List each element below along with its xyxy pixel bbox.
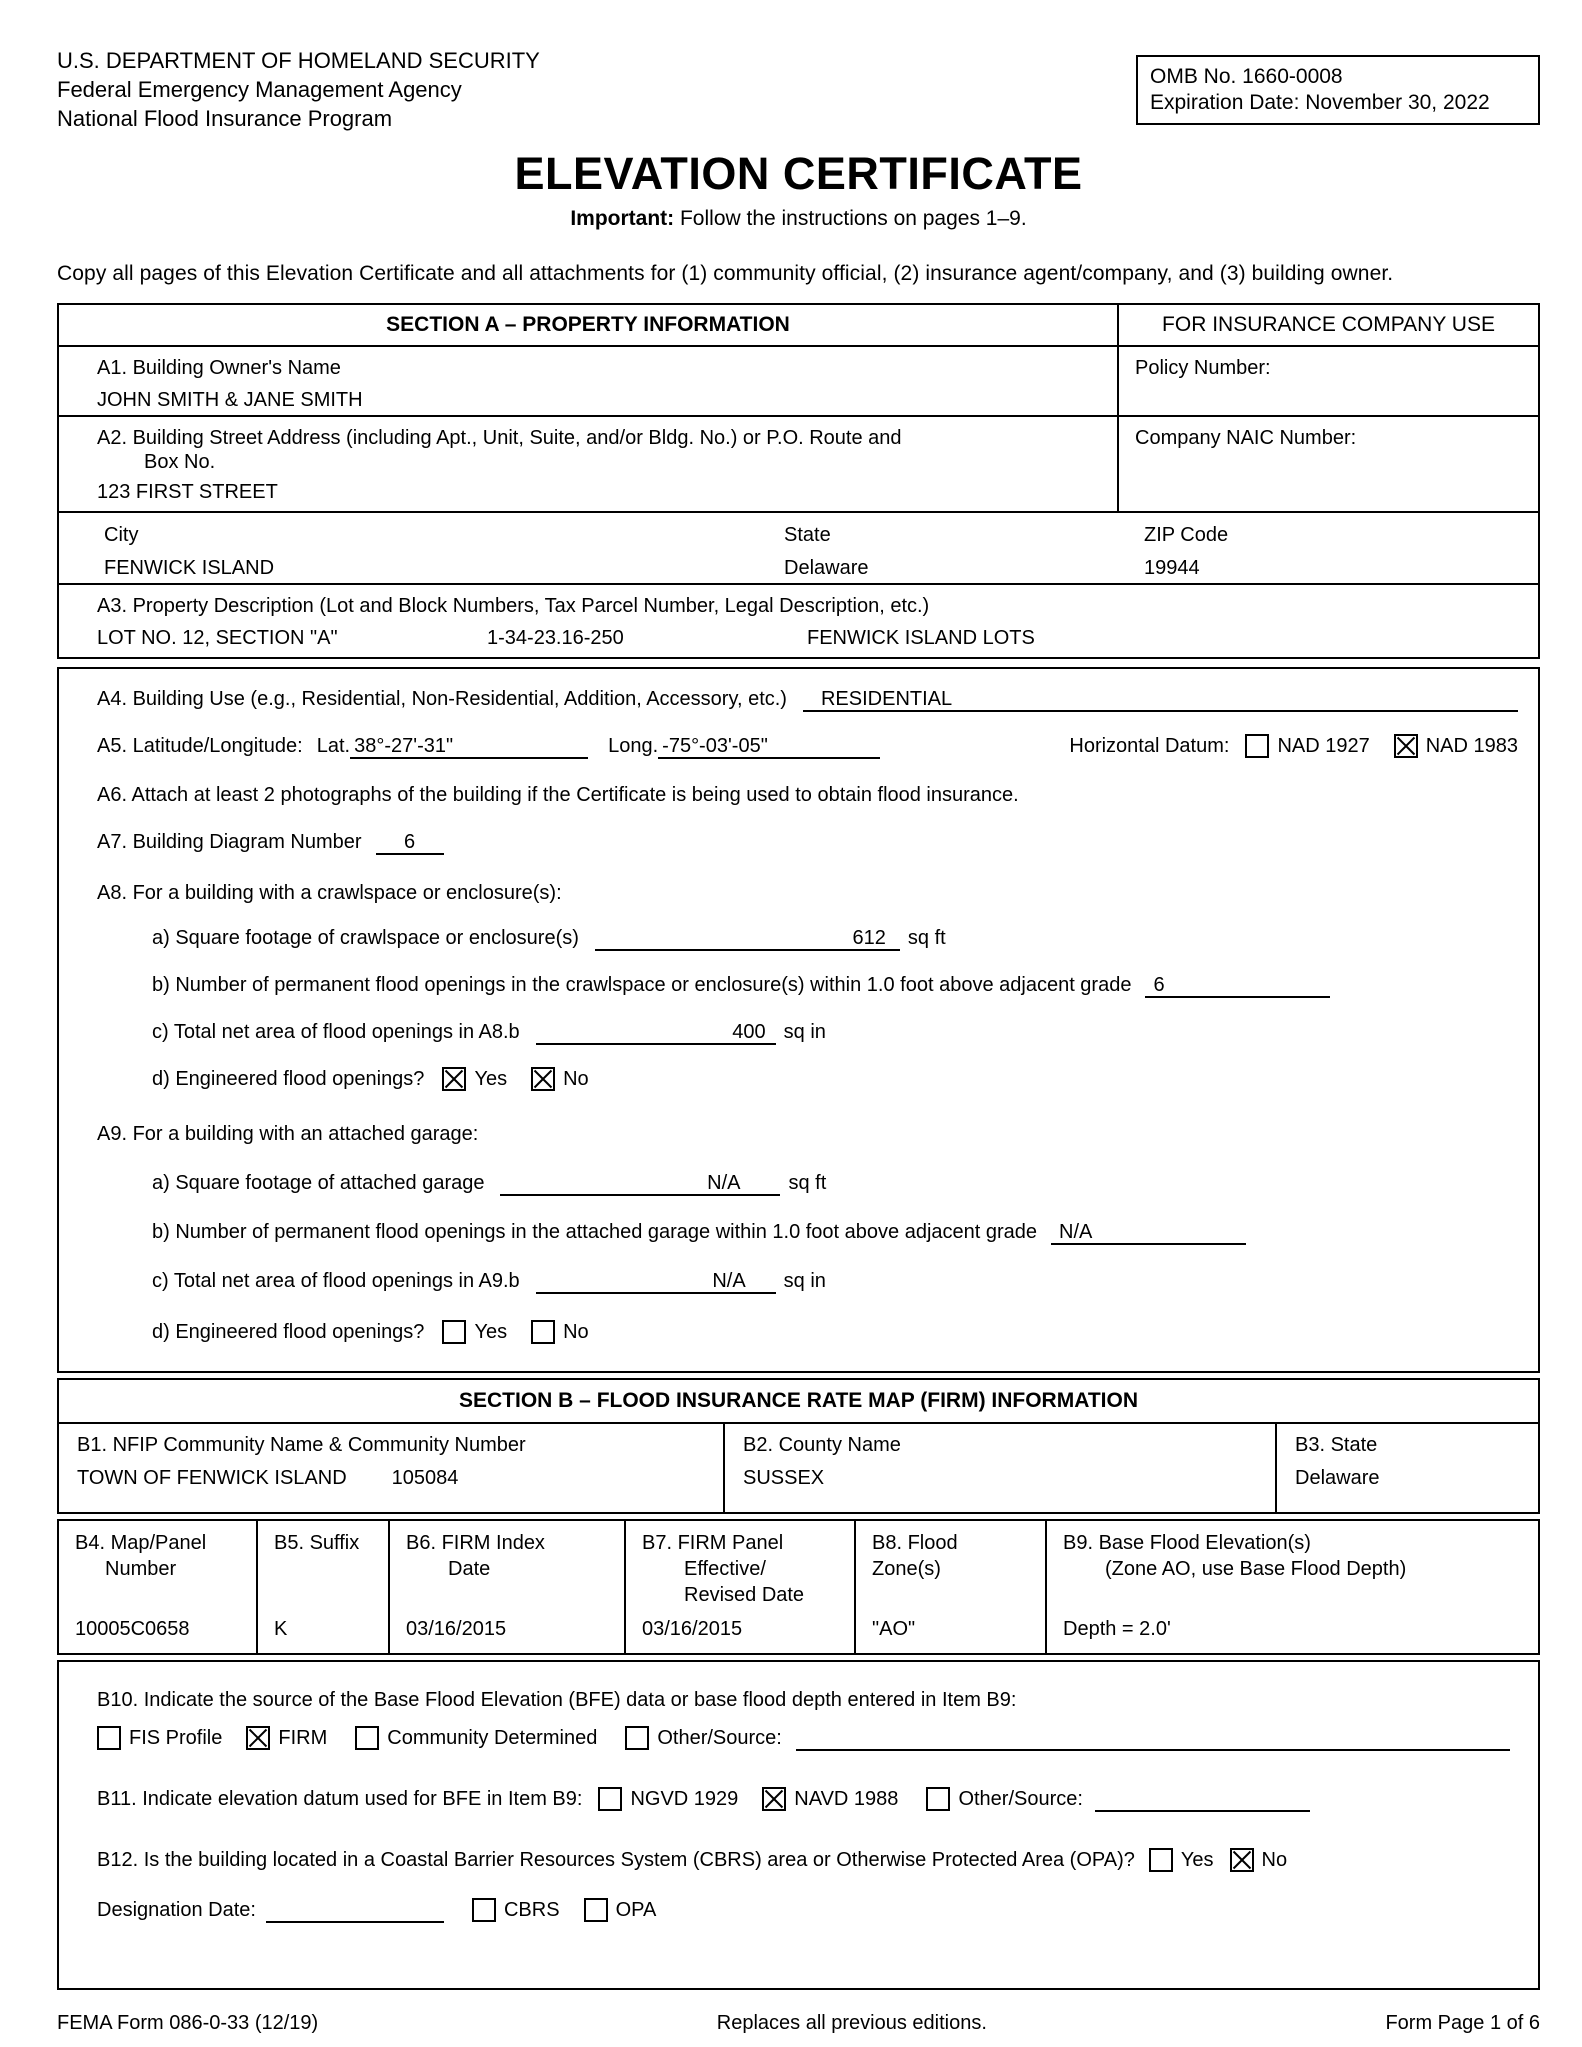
b10-options-row [97, 1726, 1518, 1751]
a4-label: A4. Building Use (e.g., Residential, Non-Residential, Addition, Accessory, etc.) [97, 688, 787, 710]
b6-firm-index-date-field[interactable]: 03/16/2015 [406, 1618, 507, 1640]
section-b-title: SECTION B – FLOOD INSURANCE RATE MAP (FIRM) INFORMATION [59, 1380, 1538, 1424]
b12-yes-label: Yes [1180, 1849, 1214, 1871]
a1-row [59, 345, 1538, 415]
a7-diagram-number-input[interactable]: 6 [376, 830, 444, 855]
navd-1988-checkbox[interactable] [762, 1787, 786, 1811]
ngvd-1929-label: NGVD 1929 [630, 1788, 739, 1810]
nad1983-label: NAD 1983 [1425, 735, 1518, 757]
form-title: ELEVATION CERTIFICATE [514, 148, 1083, 199]
a7-label: A7. Building Diagram Number [97, 831, 362, 853]
footer-form-number: FEMA Form 086-0-33 (12/19) [57, 2012, 319, 2034]
state-field[interactable]: Delaware [784, 557, 869, 579]
b11-other-source-checkbox[interactable] [926, 1787, 950, 1811]
a9a-sqft-input[interactable]: N/A [500, 1171, 780, 1196]
a8a-label: a) Square footage of crawlspace or enclosure(s) [152, 927, 579, 949]
navd-1988-label: NAVD 1988 [794, 1788, 899, 1810]
ngvd-1929-checkbox[interactable] [598, 1787, 622, 1811]
important-label: Important: [570, 207, 675, 230]
b8-label: B8. Flood [872, 1532, 958, 1554]
b10-other-source-label: Other/Source: [657, 1727, 782, 1749]
a6-label: A6. Attach at least 2 photographs of the building if the Certificate is being used to obtain flood insurance. [97, 784, 1019, 806]
a8d-label: d) Engineered flood openings? [152, 1068, 425, 1090]
a3-lot: LOT NO. 12, SECTION "A" [97, 627, 338, 649]
a8d-yes-checkbox[interactable] [442, 1067, 466, 1091]
b5-suffix-field[interactable]: K [274, 1618, 288, 1640]
a7-row [97, 830, 1518, 855]
b4-b9-table [57, 1519, 1540, 1655]
important-text: Follow the instructions on pages 1–9. [674, 207, 1027, 230]
designation-date-row [97, 1898, 1518, 1923]
a8c-label: c) Total net area of flood openings in A8.b [152, 1021, 520, 1043]
a8-label: A8. For a building with a crawlspace or enclosure(s): [97, 882, 562, 904]
b3-state-field[interactable]: Delaware [1295, 1467, 1380, 1489]
page-footer [57, 2012, 1540, 2035]
a8d-yes-label: Yes [474, 1068, 508, 1090]
cbrs-checkbox[interactable] [472, 1898, 496, 1922]
b9-label-2: (Zone AO, use Base Flood Depth) [1105, 1558, 1407, 1580]
fis-profile-label: FIS Profile [129, 1727, 223, 1749]
a8d-no-label: No [563, 1068, 589, 1090]
a9d-row [152, 1320, 1518, 1345]
a9c-unit: sq in [783, 1270, 826, 1292]
firm-label: FIRM [278, 1727, 328, 1749]
b12-no-label: No [1261, 1849, 1288, 1871]
a9d-label: d) Engineered flood openings? [152, 1321, 425, 1343]
b10-other-source-checkbox[interactable] [625, 1726, 649, 1750]
section-a-title: SECTION A – PROPERTY INFORMATION [386, 313, 790, 336]
agency-block [57, 46, 540, 133]
nad1983-checkbox[interactable] [1394, 734, 1418, 758]
a8a-row [152, 926, 1518, 951]
a9a-label: a) Square footage of attached garage [152, 1172, 485, 1194]
agency-line-1: U.S. DEPARTMENT OF HOMELAND SECURITY [57, 48, 540, 73]
a2-row [59, 415, 1538, 511]
b5-label: B5. Suffix [274, 1532, 360, 1554]
a8c-row [152, 1020, 1518, 1045]
b12-row [97, 1848, 1518, 1873]
zip-label: ZIP Code [1144, 524, 1229, 546]
a8b-openings-input[interactable]: 6 [1145, 973, 1330, 998]
b4-label: B4. Map/Panel [75, 1532, 207, 1554]
firm-checkbox[interactable] [246, 1726, 270, 1750]
section-a-box [57, 303, 1540, 659]
b10-b12-box [57, 1660, 1540, 1990]
a1-label: A1. Building Owner's Name [97, 357, 341, 379]
community-determined-label: Community Determined [387, 1727, 598, 1749]
b8-label-2: Zone(s) [872, 1558, 941, 1580]
a2-label-line2: Box No. [144, 451, 216, 473]
designation-date-label: Designation Date: [97, 1899, 256, 1921]
opa-label: OPA [615, 1899, 657, 1921]
a8-row [97, 881, 1518, 906]
b11-label: B11. Indicate elevation datum used for BFE in Item B9: [97, 1788, 583, 1810]
b4-map-panel-field[interactable]: 10005C0658 [75, 1618, 190, 1640]
a3-parcel: 1-34-23.16-250 [487, 627, 624, 649]
b12-no-checkbox[interactable] [1230, 1848, 1254, 1872]
a9d-yes-label: Yes [474, 1321, 508, 1343]
b12-label: B12. Is the building located in a Coastal Barrier Resources System (CBRS) area or Otherwise Protected Area (OPA)? [97, 1849, 1135, 1871]
b10-label: B10. Indicate the source of the Base Flood Elevation (BFE) data or base flood depth entered in Item B9: [97, 1689, 1017, 1711]
section-a-items-box [57, 667, 1540, 1373]
a9b-row [152, 1220, 1518, 1245]
b12-yes-checkbox[interactable] [1149, 1848, 1173, 1872]
lat-label: Lat. [316, 735, 351, 757]
b1-community-field[interactable] [77, 1466, 723, 1490]
omb-number: OMB No. 1660-0008 [1150, 65, 1343, 88]
b7-panel-date-field[interactable]: 03/16/2015 [642, 1618, 743, 1640]
b11-other-source-label: Other/Source: [958, 1788, 1083, 1810]
omb-box [1136, 55, 1540, 125]
agency-line-2: Federal Emergency Management Agency [57, 77, 462, 102]
important-note [57, 207, 1540, 231]
agency-line-3: National Flood Insurance Program [57, 106, 393, 131]
section-b-box [57, 1378, 1540, 1514]
b7-label-2: Effective/ [684, 1558, 766, 1580]
state-label: State [784, 524, 831, 546]
policy-number-field[interactable]: Policy Number: [1135, 357, 1271, 379]
a5-label: A5. Latitude/Longitude: [97, 735, 303, 757]
a9d-no-checkbox[interactable] [531, 1320, 555, 1344]
a9c-area-input[interactable]: N/A [536, 1269, 776, 1294]
b7-label: B7. FIRM Panel [642, 1532, 784, 1554]
a3-label: A3. Property Description (Lot and Block Numbers, Tax Parcel Number, Legal Description, etc.) [97, 595, 930, 617]
footer-page-number: Form Page 1 of 6 [1385, 2012, 1540, 2034]
a8d-no-checkbox[interactable] [531, 1067, 555, 1091]
a1-owner-name-field[interactable]: JOHN SMITH & JANE SMITH [97, 389, 363, 411]
nad1927-label: NAD 1927 [1277, 735, 1370, 757]
city-state-zip-row [59, 511, 1538, 583]
a9a-row [152, 1171, 1518, 1196]
b9-base-flood-elevation-field[interactable]: Depth = 2.0' [1063, 1618, 1171, 1640]
b6-label-2: Date [448, 1558, 491, 1580]
insurance-company-use-header: FOR INSURANCE COMPANY USE [1117, 305, 1538, 345]
a9c-label: c) Total net area of flood openings in A9.b [152, 1270, 520, 1292]
a8c-unit: sq in [783, 1021, 826, 1043]
b1-community-name: TOWN OF FENWICK ISLAND [77, 1467, 347, 1489]
a9-label: A9. For a building with an attached garage: [97, 1123, 479, 1145]
a8b-row [152, 973, 1518, 998]
a9d-yes-checkbox[interactable] [442, 1320, 466, 1344]
b11-row [97, 1787, 1518, 1812]
city-label: City [104, 524, 139, 546]
a9c-row [152, 1269, 1518, 1294]
long-label: Long. [608, 735, 659, 757]
b9-label: B9. Base Flood Elevation(s) [1063, 1532, 1311, 1554]
omb-expiration: Expiration Date: November 30, 2022 [1150, 91, 1490, 114]
a9b-openings-input[interactable]: N/A [1051, 1220, 1246, 1245]
b2-county-field[interactable]: SUSSEX [743, 1467, 825, 1489]
b8-flood-zone-field[interactable]: "AO" [872, 1618, 916, 1640]
b1-community-number: 105084 [391, 1467, 459, 1489]
b1-b3-row [59, 1424, 1538, 1512]
a8d-row [152, 1067, 1518, 1092]
a3-row [59, 583, 1538, 657]
company-naic-field[interactable]: Company NAIC Number: [1135, 427, 1357, 449]
b1-label: B1. NFIP Community Name & Community Number [77, 1434, 526, 1456]
b6-label: B6. FIRM Index [406, 1532, 545, 1554]
b11-other-source-input[interactable] [1095, 1787, 1310, 1812]
b4-label-2: Number [105, 1558, 177, 1580]
community-determined-checkbox[interactable] [355, 1726, 379, 1750]
a4-building-use-input[interactable]: RESIDENTIAL [803, 687, 1518, 712]
a2-street-address-field[interactable]: 123 FIRST STREET [97, 481, 278, 503]
page-header [57, 46, 1540, 133]
latitude-input[interactable]: 38°-27'-31" [350, 734, 588, 759]
footer-replaces-note: Replaces all previous editions. [716, 2012, 987, 2034]
a3-legal: FENWICK ISLAND LOTS [807, 627, 1035, 649]
fis-profile-checkbox[interactable] [97, 1726, 121, 1750]
a9b-label: b) Number of permanent flood openings in the attached garage within 1.0 foot above adjacent grade [152, 1221, 1038, 1243]
designation-date-input[interactable] [266, 1898, 444, 1923]
section-a-header-row [59, 305, 1538, 345]
b10-other-source-input[interactable] [796, 1726, 1510, 1751]
nad1927-checkbox[interactable] [1245, 734, 1269, 758]
b3-label: B3. State [1295, 1434, 1378, 1456]
city-field[interactable]: FENWICK ISLAND [104, 557, 275, 579]
a9-row [97, 1122, 1518, 1147]
a8a-sqft-input[interactable]: 612 [595, 926, 900, 951]
a3-property-description-field[interactable] [97, 627, 1538, 650]
a8a-unit: sq ft [907, 927, 946, 949]
a9a-unit: sq ft [788, 1172, 827, 1194]
b2-label: B2. County Name [743, 1434, 901, 1456]
a6-row [97, 783, 1518, 808]
a4-row [97, 687, 1518, 712]
horizontal-datum-label: Horizontal Datum: [1069, 735, 1230, 757]
b10-row [97, 1688, 1518, 1713]
a5-row [97, 734, 1518, 759]
a9d-no-label: No [563, 1321, 589, 1343]
a8c-area-input[interactable]: 400 [536, 1020, 776, 1045]
b7-label-3: Revised Date [684, 1584, 805, 1606]
opa-checkbox[interactable] [584, 1898, 608, 1922]
cbrs-label: CBRS [503, 1899, 560, 1921]
copy-instruction: Copy all pages of this Elevation Certificate and all attachments for (1) community official, (2) insurance agent/company, and (3) building owner. [57, 262, 1394, 285]
a8b-label: b) Number of permanent flood openings in the crawlspace or enclosure(s) within 1.0 foot above adjacent grade [152, 974, 1132, 996]
a2-label-line1: A2. Building Street Address (including Apt., Unit, Suite, and/or Bldg. No.) or P.O. Route and [97, 427, 902, 449]
longitude-input[interactable]: -75°-03'-05" [658, 734, 880, 759]
zip-field[interactable]: 19944 [1144, 557, 1200, 579]
